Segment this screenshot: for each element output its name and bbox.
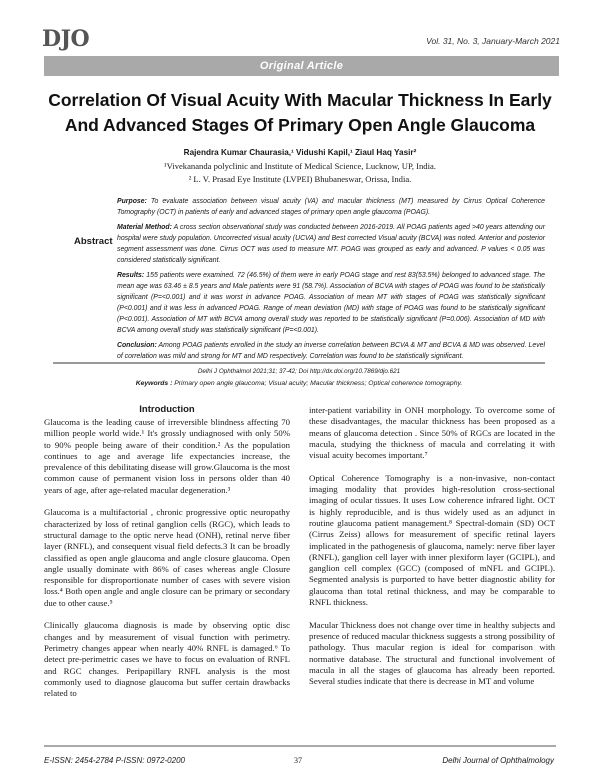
- paragraph: Glaucoma is a multifactorial , chronic progressive optic neuropathy characterized by loss of retinal ganglion cells (RGC), which leads to structural damage to the optic nerve head (ONH), retinal nerve fiber layer (RNFL), and consequent visual field defects.3 It can be broadly classified as open angle glaucoma and angle closure glaucoma. Open angle usually dominate with 86% of cases whereas angle Closure responsible for disproportionate number of cases with severe vision loss.⁴ Both open angle and angle closure can be primary or secondary due to other cause.⁵: [44, 507, 290, 608]
- authors: Rajendra Kumar Chaurasia,¹ Vidushi Kapil,¹ Ziaul Haq Yasir²: [183, 148, 417, 157]
- paragraph: Macular Thickness does not change over time in healthy subjects and presence of reduced macular thickness suggests a strong possibility of pathology. Thus macular region is ideal for comparison with normative database. The structural and functional involvement of macula in all the stages of glaucoma has already been reported. Several studies indicate that there is decrease in MT and volume: [309, 619, 555, 687]
- purpose-text: To evaluate association between visual acuity (VA) and macular thickness (MT) measured by Cirrus Optical Coherence Tomography (OCT) in patients of early and advanced stages of primary open angle glaucoma (POAG).: [117, 198, 545, 216]
- paragraph: inter-patient variability in ONH morphology. To overcome some of these disadvantages, the macular thickness has been proposed as a means of glaucoma detection . Since 50% of RGCs are located in the macula, studying the thickness of macula and correlating it with visual acuity becomes important.⁷: [309, 405, 555, 461]
- purpose-label: Purpose:: [117, 198, 147, 205]
- abstract-results: [117, 270, 545, 336]
- section-band: Original Article: [44, 56, 559, 76]
- method-label: Material Method:: [117, 224, 172, 231]
- abstract-purpose: [117, 196, 545, 218]
- right-column: [309, 405, 555, 699]
- abstract-conclusion: [117, 340, 545, 362]
- results-label: Results:: [117, 272, 145, 279]
- introduction-heading: Introduction: [139, 404, 195, 415]
- results-text: 155 patients were examined. 72 (46.5%) of them were in early POAG stage and rest 83(53.5%) belonged to advanced stage. The mean age was 63.46 ± 8.5 years and Male patients were 91 (58.7%). Association of BCVA with stages of POAG was found to be statistically significant (P=<0.001) and it was worst in advance POAG. Association of mean MT with stages of POAG was statistically significant (P<0.001) and it was less in advanced POAG. Range of mean deviation (MD) with stage of POAG was found to be statistically significant (P<0.001). Association of MT with BCVA among overall study was reported to be statistically significant (P=0.006). Association of MD with BCVA among overall study was statistically significant (P=<0.001).: [117, 272, 545, 334]
- issn: E-ISSN: 2454-2784 P-ISSN: 0972-0200: [44, 756, 185, 765]
- keywords-text: Primary open angle glaucoma; Visual acuity; Macular thickness; Optical coherence tomography.: [172, 380, 463, 387]
- footer-divider: [44, 745, 556, 747]
- affiliation: ¹Vivekananda polyclinic and Institute of Medical Science, Lucknow, UP, India.: [164, 161, 436, 171]
- abstract-method: [117, 222, 545, 266]
- conclusion-text: Among POAG patients enrolled in the study an inverse correlation between BCVA & MT and BCVA & MD was observed. Level of correlation was mild and strong for MT and MD respectively. Correlation was found to be statistically significant.: [117, 342, 545, 360]
- volume-info: Vol. 31, No. 3, January-March 2021: [426, 36, 560, 46]
- affiliation: ² L. V. Prasad Eye Institute (LVPEI) Bhubaneswar, Orissa, India.: [188, 174, 412, 184]
- journal-name: Delhi Journal of Ophthalmology: [442, 756, 554, 765]
- keywords-label: Keywords :: [135, 380, 173, 387]
- divider: [53, 362, 545, 364]
- keywords: [53, 380, 545, 387]
- abstract-label: Abstract: [74, 236, 113, 247]
- citation[interactable]: Delhi J Ophthalmol 2021;31; 37-42; Doi http://dx.doi.org/10.7869/djo.621: [197, 368, 401, 375]
- title-line: And Advanced Stages Of Primary Open Angle Glaucoma: [64, 115, 536, 135]
- title-line: Correlation Of Visual Acuity With Macular Thickness In Early: [48, 90, 552, 110]
- journal-logo: DJO: [42, 26, 90, 52]
- article-title: [40, 88, 560, 138]
- paragraph: Glaucoma is the leading cause of irreversible blindness affecting 70 million people world wide.¹ It's grossly undiagnosed with only 50% to 90% people being aware of their condition.² As the population continues to age and average life expectancies increase, the prevalence of this debilitating disease will grow.Glaucoma is the most common cause of permanent vision loss in persons older than 40 years of age, after age-related macular degeneration.³: [44, 417, 290, 495]
- paragraph: Clinically glaucoma diagnosis is made by observing optic disc changes and by measurement of visual function with perimetry. Perimetry changes appear when nearly 40% RNFL is damaged.⁶ To detect pre-perimetric cases we have to focus on evaluation of RNFL and RGC changes. Peripapillary RNFL analysis is the most commonly used to diagnose glaucoma but suffer certain drawbacks related to: [44, 620, 290, 699]
- conclusion-label: Conclusion:: [117, 342, 157, 349]
- paragraph: Optical Coherence Tomography is a non-invasive, non-contact imaging modality that provides high-resolution cross-sectional imaging of ocular tissues. It uses Low coherence infrared light. OCT is highly reproducible, and is thus widely used as an adjunct in routine glaucoma patient management.⁸ Spectral-domain (SD) OCT (Cirrus Zeiss) allows for measurement of specific retinal layers implicated in the pathogenesis of glaucoma, namely: nerve fiber layer (RNFL), ganglion cell layer with inner plexiform layer (GCIPL), and ganglion cell complex (GCC) (composed of mNFL and GCIPL). Segmented analysis is purported to have better diagnostic ability for glaucoma than total retinal thickness, and may be comparable to RNFL thickness.: [309, 472, 555, 608]
- page-number: 37: [294, 756, 302, 765]
- abstract: [117, 196, 545, 366]
- method-text: A cross section observational study was conducted between 2016-2019. All POAG patients aged >40 years attending our hospital were study population. Uncorrected visual acuity (UCVA) and Best corrected Visual acuity (BCVA) was noted. Anterior and posterior segment assessment was done. Cirrus OCT was used to measure MT. POAG was grouped as early and advanced. P values < 0.05 was considered statistically significant.: [117, 224, 545, 264]
- left-column: [44, 404, 290, 711]
